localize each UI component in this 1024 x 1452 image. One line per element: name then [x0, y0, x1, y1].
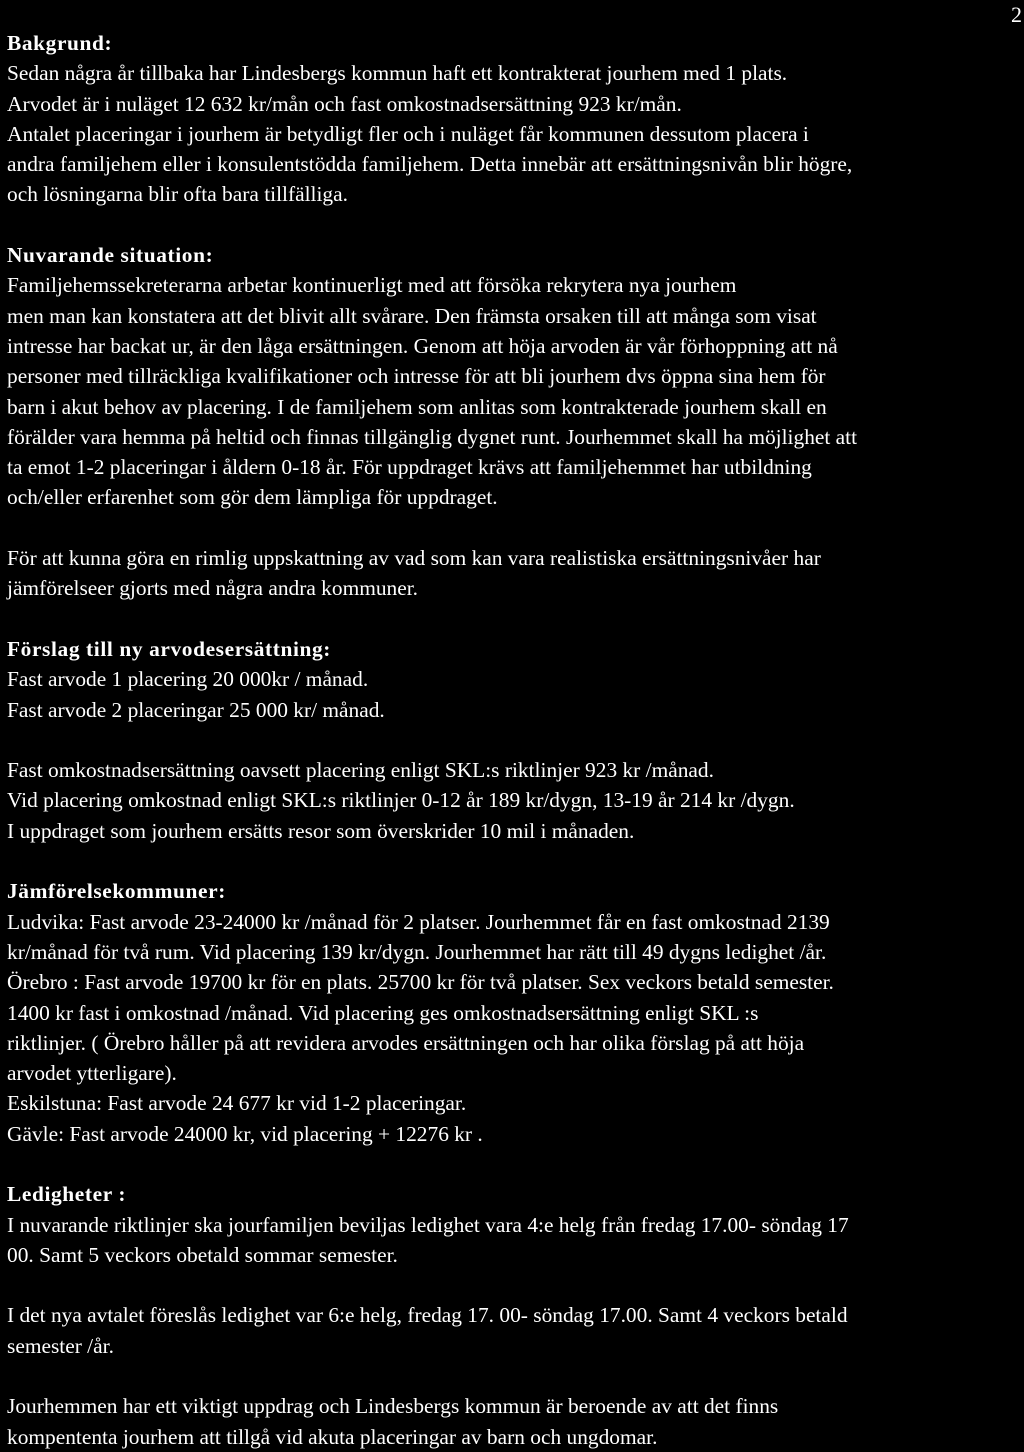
text-line: barn i akut behov av placering. I de familjehem som anlitas som kontrakterade jourhem skall en [7, 394, 827, 419]
text-line: Fast arvode 2 placeringar 25 000 kr/ månad. [7, 697, 385, 722]
text-line: Gävle: Fast arvode 24000 kr, vid placering + 12276 kr . [7, 1121, 483, 1146]
section-bakgrund [7, 28, 1022, 210]
text-line: och lösningarna blir ofta bara tillfälliga. [7, 182, 348, 207]
text-line: I det nya avtalet föreslås ledighet var 6:e helg, fredag 17. 00- söndag 17.00. Samt 4 veckors betald [7, 1303, 848, 1328]
text-line: arvodet ytterligare). [7, 1061, 177, 1086]
spacer [7, 725, 1022, 755]
text-line: riktlinjer. ( Örebro håller på att revidera arvodes ersättningen och har olika förslag på att höja [7, 1030, 805, 1055]
section-avslutning [7, 1391, 1022, 1452]
spacer [7, 846, 1022, 876]
text-line: ta emot 1-2 placeringar i åldern 0-18 år. För uppdraget krävs att familjehemmet har utbildning [7, 455, 812, 480]
heading-nuvarande-situation: Nuvarande situation: [7, 243, 214, 268]
text-line: Familjehemssekreterarna arbetar kontinuerligt med att försöka rekrytera nya jourhem [7, 273, 737, 298]
text-line: Sedan några år tillbaka har Lindesbergs kommun haft ett kontrakterat jourhem med 1 plats. [7, 61, 788, 86]
section-ledigheter [7, 1179, 1022, 1270]
section-omkostnad [7, 755, 1022, 846]
text-line: jämförelseer gjorts med några andra kommuner. [7, 576, 419, 601]
section-nuvarande-situation [7, 240, 1022, 513]
text-line: 00. Samt 5 veckors obetald sommar semester. [7, 1242, 398, 1267]
text-line: förälder vara hemma på heltid och finnas tillgänglig dygnet runt. Jourhemmet skall ha möjlighet att [7, 424, 858, 449]
spacer [7, 604, 1022, 634]
heading-bakgrund: Bakgrund: [7, 31, 113, 55]
section-jamforelsekommuner [7, 876, 1022, 1149]
section-forslag [7, 634, 1022, 725]
text-line: Ludvika: Fast arvode 23-24000 kr /månad för 2 platser. Jourhemmet får en fast omkostnad 2139 [7, 909, 830, 934]
text-line: I nuvarande riktlinjer ska jourfamiljen beviljas ledighet vara 4:e helg från fredag 17.00- söndag 17 [7, 1212, 849, 1237]
spacer [7, 210, 1022, 240]
text-line: kompententa jourhem att tillgå vid akuta placeringar av barn och ungdomar. [7, 1424, 658, 1449]
heading-ledigheter: Ledigheter : [7, 1182, 127, 1207]
text-line: men man kan konstatera att det blivit allt svårare. Den främsta orsaken till att många som visat [7, 303, 817, 328]
text-line: Vid placering omkostnad enligt SKL:s riktlinjer 0-12 år 189 kr/dygn, 13-19 år 214 kr /dygn. [7, 788, 795, 813]
text-line: Fast omkostnadsersättning oavsett placering enligt SKL:s riktlinjer 923 kr /månad. [7, 758, 714, 783]
text-line: Örebro : Fast arvode 19700 kr för en plats. 25700 kr för två platser. Sex veckors betald semester. [7, 970, 834, 995]
text-line: 1400 kr fast i omkostnad /månad. Vid placering ges omkostnadsersättning enligt SKL :s [7, 1000, 759, 1025]
spacer [7, 1361, 1022, 1391]
text-line: Jourhemmen har ett viktigt uppdrag och Lindesbergs kommun är beroende av att det finns [7, 1394, 779, 1419]
heading-jamforelsekommuner: Jämförelsekommuner: [7, 879, 226, 904]
text-line: personer med tillräckliga kvalifikationer och intresse för att bli jourhem dvs öppna sina hem för [7, 364, 826, 389]
section-jamforelse-intro [7, 543, 1022, 604]
text-line: För att kunna göra en rimlig uppskattning av vad som kan vara realistiska ersättningsnivåer har [7, 546, 821, 571]
heading-forslag: Förslag till ny arvodesersättning: [7, 636, 332, 661]
spacer [7, 513, 1022, 543]
text-line: kr/månad för två rum. Vid placering 139 kr/dygn. Jourhemmet har rätt till 49 dygns ledighet /år. [7, 939, 827, 964]
spacer [7, 1149, 1022, 1179]
text-line: Eskilstuna: Fast arvode 24 677 kr vid 1-2 placeringar. [7, 1091, 467, 1116]
spacer [7, 1270, 1022, 1300]
document-body [7, 28, 1022, 1452]
page-number: 2 [1011, 2, 1022, 27]
text-line: semester /år. [7, 1333, 114, 1358]
text-line: I uppdraget som jourhem ersätts resor som överskrider 10 mil i månaden. [7, 818, 635, 843]
text-line: intresse har backat ur, är den låga ersättningen. Genom att höja arvoden är vår förhoppning att nå [7, 333, 838, 358]
text-line: Fast arvode 1 placering 20 000kr / månad. [7, 667, 369, 692]
section-nya-avtalet [7, 1300, 1022, 1361]
text-line: Arvodet är i nuläget 12 632 kr/mån och fast omkostnadsersättning 923 kr/mån. [7, 91, 682, 116]
text-line: Antalet placeringar i jourhem är betydligt fler och i nuläget får kommunen dessutom placera i [7, 121, 809, 146]
text-line: och/eller erfarenhet som gör dem lämpliga för uppdraget. [7, 485, 498, 510]
text-line: andra familjehem eller i konsulentstödda familjehem. Detta innebär att ersättningsnivån blir högre, [7, 152, 853, 177]
